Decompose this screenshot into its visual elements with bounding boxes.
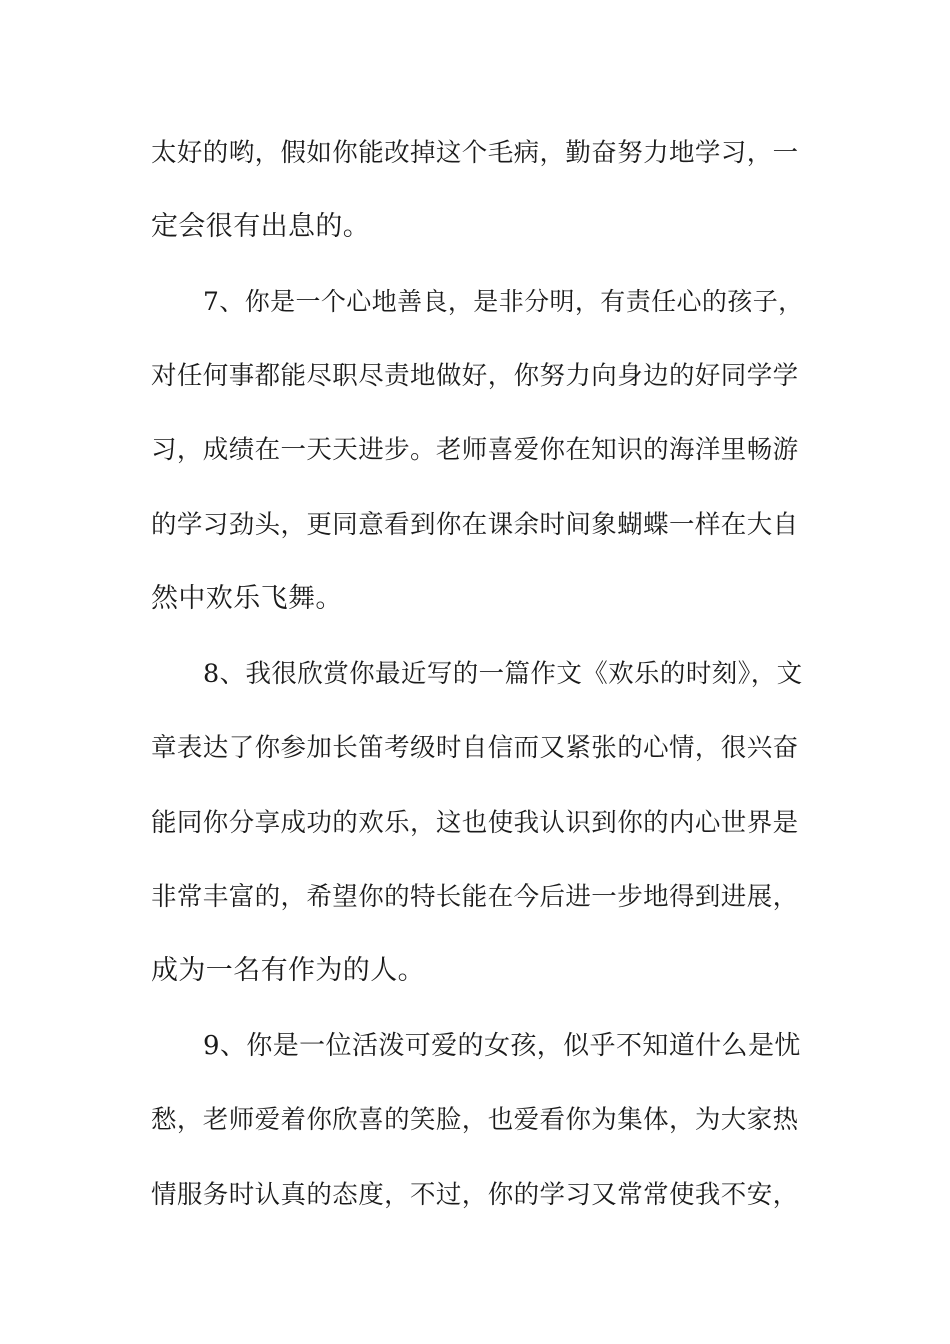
- text-line: 情服务时认真的态度，不过，你的学习又常常使我不安，: [151, 1180, 799, 1210]
- text-line: 章表达了你参加长笛考级时自信而又紧张的心情，很兴奋: [151, 733, 799, 763]
- text-line: 能同你分享成功的欢乐，这也使我认识到你的内心世界是: [151, 808, 799, 838]
- text-line: 然中欢乐飞舞。: [151, 583, 343, 614]
- text-line: 习，成绩在一天天进步。老师喜爱你在知识的海洋里畅游: [151, 435, 799, 465]
- text-line: 定会很有出息的。: [151, 211, 371, 242]
- text-line: 愁，老师爱着你欣喜的笑脸，也爱看你为集体，为大家热: [151, 1105, 799, 1135]
- text-line: 非常丰富的，希望你的特长能在今后进一步地得到进展，: [151, 882, 799, 912]
- text-line: 成为一名有作为的人。: [151, 955, 425, 986]
- paragraph-start-7: 7、你是一个心地善良，是非分明，有责任心的孩子，: [203, 287, 804, 316]
- text-line: 的学习劲头，更同意看到你在课余时间象蝴蝶一样在大自: [151, 510, 799, 540]
- paragraph-start-9: 9、你是一位活泼可爱的女孩，似乎不知道什么是忧: [203, 1031, 801, 1061]
- paragraph-start-8: 8、我很欣赏你最近写的一篇作文《欢乐的时刻》，文: [203, 659, 803, 689]
- text-line: 太好的哟，假如你能改掉这个毛病，勤奋努力地学习，一: [151, 138, 799, 168]
- text-line: 对任何事都能尽职尽责地做好，你努力向身边的好同学学: [151, 361, 799, 391]
